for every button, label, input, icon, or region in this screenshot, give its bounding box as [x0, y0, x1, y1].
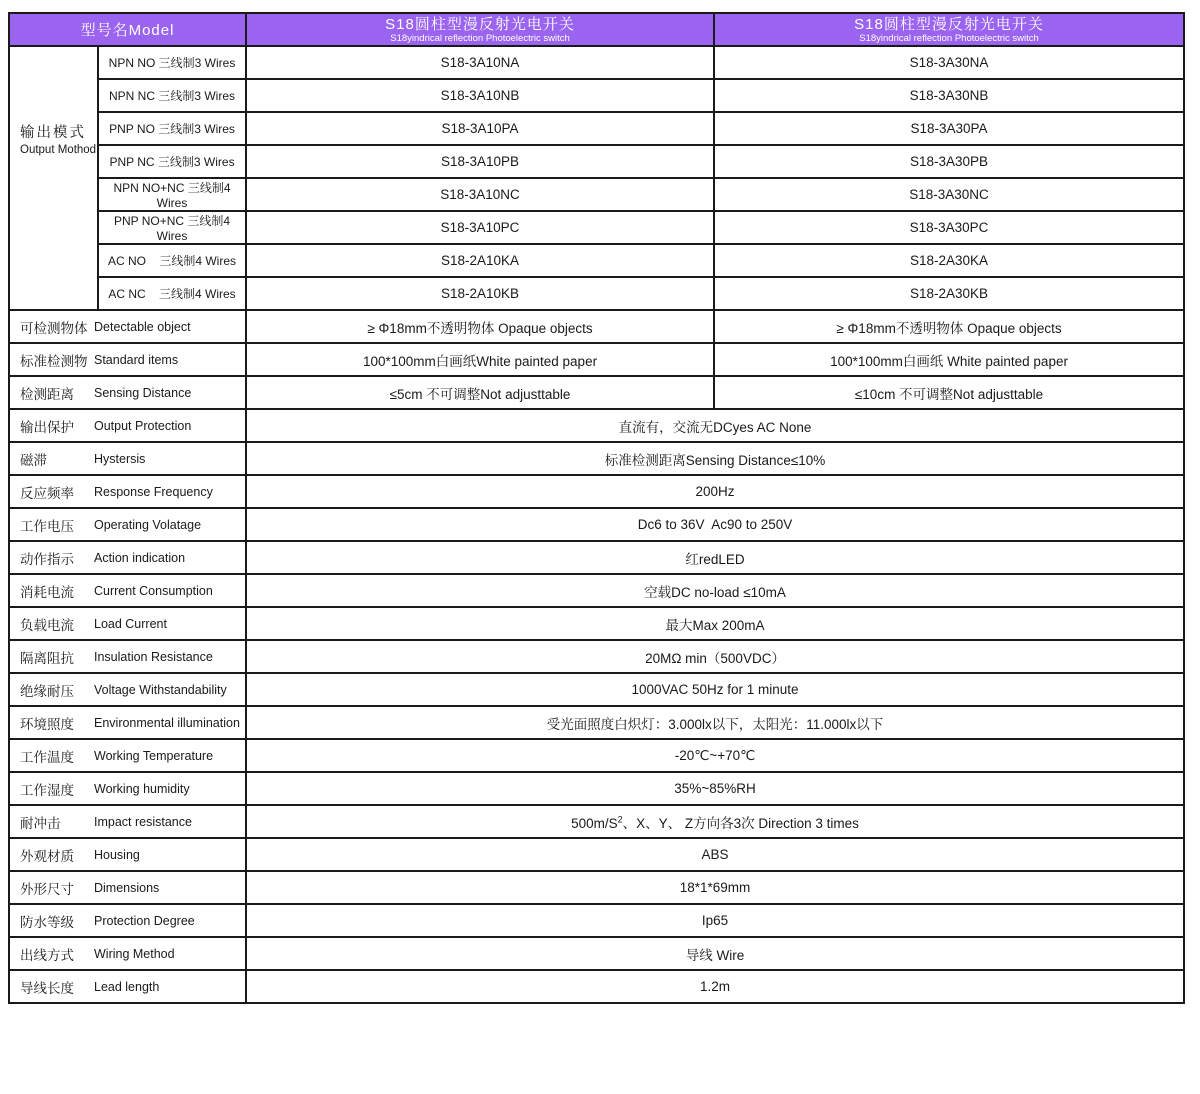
- spec-value-a: ≤5cm 不可调整Not adjusttable: [246, 376, 714, 409]
- spec-label-en: Working Temperature: [94, 748, 214, 763]
- spec-value: 标准检测距离Sensing Distance≤10%: [246, 442, 1184, 475]
- spec-row-current-consumption: [9, 574, 1184, 607]
- wire-type: PNP NO 三线制3 Wires: [98, 112, 246, 145]
- spec-label-en: Hystersis: [94, 451, 146, 466]
- model-number-b: S18-3A30NB: [714, 79, 1184, 112]
- output-mode-row: [9, 79, 1184, 112]
- model-number-b: S18-2A30KA: [714, 244, 1184, 277]
- output-mode-label-cn: 输出模式: [20, 125, 86, 141]
- spec-label-cn: 出线方式: [20, 947, 74, 963]
- model-number-b: S18-3A30PB: [714, 145, 1184, 178]
- spec-label-cell: [9, 640, 246, 673]
- spec-value: Dc6 to 36V Ac90 to 250V: [246, 508, 1184, 541]
- spec-row-impact-resistance: [9, 805, 1184, 838]
- spec-value: 红redLED: [246, 541, 1184, 574]
- spec-label-en: Response Frequency: [94, 484, 213, 499]
- model-number-a: S18-3A10PA: [246, 112, 714, 145]
- spec-label-cn: 标准检测物: [20, 353, 88, 369]
- spec-row-response-frequency: [9, 475, 1184, 508]
- spec-row-wiring-method: [9, 937, 1184, 970]
- spec-row-action-indication: [9, 541, 1184, 574]
- spec-label-cell: [9, 673, 246, 706]
- output-mode-row: [9, 178, 1184, 211]
- spec-label-cell: [9, 838, 246, 871]
- spec-label-en: Load Current: [94, 616, 167, 631]
- spec-label-cn: 导线长度: [20, 980, 74, 996]
- spec-value: 1.2m: [246, 970, 1184, 1003]
- wire-type: NPN NO+NC 三线制4 Wires: [98, 178, 246, 211]
- spec-row-detectable-object: [9, 310, 1184, 343]
- product-b-header-cell: [714, 13, 1184, 46]
- model-number-b: S18-3A30PA: [714, 112, 1184, 145]
- product-a-header-cell: [246, 13, 714, 46]
- spec-label-en: Housing: [94, 847, 140, 862]
- model-number-a: S18-3A10NC: [246, 178, 714, 211]
- spec-label-cell: [9, 871, 246, 904]
- spec-label-en: Protection Degree: [94, 913, 195, 928]
- spec-label-cn: 消耗电流: [20, 584, 74, 600]
- spec-label-en: Insulation Resistance: [94, 649, 213, 664]
- spec-row-output-protection: [9, 409, 1184, 442]
- spec-label-en: Standard items: [94, 352, 179, 367]
- spec-label-cell: [9, 904, 246, 937]
- spec-value: 200Hz: [246, 475, 1184, 508]
- wire-type: AC NO 三线制4 Wires: [98, 244, 246, 277]
- spec-label-en: Current Consumption: [94, 583, 213, 598]
- spec-label-cell: [9, 970, 246, 1003]
- spec-label-cn: 工作温度: [20, 749, 74, 765]
- spec-value: 直流有，交流无DCyes AC None: [246, 409, 1184, 442]
- spec-label-cn: 外形尺寸: [20, 881, 74, 897]
- spec-label-cell: [9, 706, 246, 739]
- spec-row-operating-voltage: [9, 508, 1184, 541]
- spec-row-environmental-illumination: [9, 706, 1184, 739]
- spec-label-en: Detectable object: [94, 319, 191, 334]
- spec-value-b: ≥ Φ18mm不透明物体 Opaque objects: [714, 310, 1184, 343]
- spec-label-cn: 反应频率: [20, 485, 74, 501]
- spec-label-cn: 磁滞: [20, 452, 47, 468]
- wire-type: NPN NO 三线制3 Wires: [98, 46, 246, 79]
- spec-label-cn: 防水等级: [20, 914, 74, 930]
- spec-label-en: Voltage Withstandability: [94, 682, 227, 697]
- output-mode-label-en: Output Mothod: [20, 144, 97, 156]
- spec-label-cell: [9, 937, 246, 970]
- spec-label-en: Operating Volatage: [94, 517, 202, 532]
- spec-value: 受光面照度白炽灯：3.000lx以下，太阳光：11.000lx以下: [246, 706, 1184, 739]
- product-b-title: S18圆柱型漫反射光电开关: [854, 15, 1044, 33]
- spec-label-cn: 隔离阻抗: [20, 650, 74, 666]
- product-a-subtitle: S18yindrical reflection Photoelectric switch: [390, 32, 570, 44]
- spec-value: 1000VAC 50Hz for 1 minute: [246, 673, 1184, 706]
- spec-value: ABS: [246, 838, 1184, 871]
- wire-type: PNP NC 三线制3 Wires: [98, 145, 246, 178]
- output-mode-row: [9, 145, 1184, 178]
- spec-row-insulation-resistance: [9, 640, 1184, 673]
- spec-label-cn: 外观材质: [20, 848, 74, 864]
- wire-type: AC NC 三线制4 Wires: [98, 277, 246, 310]
- spec-label-en: Lead length: [94, 979, 160, 994]
- spec-label-cell: [9, 607, 246, 640]
- output-mode-row: [9, 211, 1184, 244]
- model-number-b: S18-3A30NC: [714, 178, 1184, 211]
- product-a-title: S18圆柱型漫反射光电开关: [385, 15, 575, 33]
- wire-type: PNP NO+NC 三线制4 Wires: [98, 211, 246, 244]
- spec-label-cell: [9, 574, 246, 607]
- model-header-cell: [9, 13, 246, 46]
- spec-value: 20MΩ min（500VDC）: [246, 640, 1184, 673]
- spec-label-cn: 可检测物体: [20, 320, 88, 336]
- model-number-a: S18-3A10PB: [246, 145, 714, 178]
- spec-label-cn: 输出保护: [20, 419, 74, 435]
- spec-row-standard-items: [9, 343, 1184, 376]
- spec-label-cn: 动作指示: [20, 551, 74, 567]
- model-number-b: S18-3A30PC: [714, 211, 1184, 244]
- spec-row-protection-degree: [9, 904, 1184, 937]
- spec-label-cell: [9, 310, 246, 343]
- spec-row-sensing-distance: [9, 376, 1184, 409]
- spec-row-voltage-withstandability: [9, 673, 1184, 706]
- spec-label-cell: [9, 508, 246, 541]
- output-mode-row: [9, 244, 1184, 277]
- spec-value: 导线 Wire: [246, 937, 1184, 970]
- spec-label-en: Impact resistance: [94, 814, 192, 829]
- spec-value: 空载DC no-load ≤10mA: [246, 574, 1184, 607]
- spec-label-cn: 负载电流: [20, 617, 74, 633]
- spec-value-a: ≥ Φ18mm不透明物体 Opaque objects: [246, 310, 714, 343]
- output-mode-row: [9, 277, 1184, 310]
- spec-label-cn: 耐冲击: [20, 815, 61, 831]
- spec-label-cell: [9, 343, 246, 376]
- spec-value: -20℃~+70℃: [246, 739, 1184, 772]
- spec-row-housing: [9, 838, 1184, 871]
- spec-value-b: 100*100mm白画纸 White painted paper: [714, 343, 1184, 376]
- spec-label-en: Sensing Distance: [94, 385, 192, 400]
- output-mode-label-cell: [9, 46, 98, 310]
- spec-value: Ip65: [246, 904, 1184, 937]
- spec-row-hysteresis: [9, 442, 1184, 475]
- spec-label-en: Working humidity: [94, 781, 190, 796]
- spec-label-cn: 环境照度: [20, 716, 74, 732]
- impact-value-suffix: 、X、Y、 Z方向各3次 Direction 3 times: [622, 815, 859, 831]
- wire-type: NPN NC 三线制3 Wires: [98, 79, 246, 112]
- spec-label-cell: [9, 442, 246, 475]
- model-number-a: S18-2A10KA: [246, 244, 714, 277]
- impact-value-prefix: 500m/S: [571, 815, 618, 831]
- spec-label-cell: [9, 409, 246, 442]
- model-number-b: S18-3A30NA: [714, 46, 1184, 79]
- spec-label-cell: [9, 739, 246, 772]
- model-number-a: S18-2A10KB: [246, 277, 714, 310]
- spec-label-cell: [9, 541, 246, 574]
- spec-label-en: Output Protection: [94, 418, 192, 433]
- spec-table: [8, 12, 1185, 1004]
- spec-value-a: 100*100mm白画纸White painted paper: [246, 343, 714, 376]
- model-number-b: S18-2A30KB: [714, 277, 1184, 310]
- spec-value: 18*1*69mm: [246, 871, 1184, 904]
- spec-value: [246, 805, 1184, 838]
- spec-label-cell: [9, 475, 246, 508]
- spec-row-working-humidity: [9, 772, 1184, 805]
- spec-label-en: Environmental illumination: [94, 715, 240, 730]
- spec-label-cn: 绝缘耐压: [20, 683, 74, 699]
- impact-value-superscript: 2: [617, 814, 623, 824]
- model-number-a: S18-3A10NB: [246, 79, 714, 112]
- spec-value-b: ≤10cm 不可调整Not adjusttable: [714, 376, 1184, 409]
- spec-label-en: Dimensions: [94, 880, 160, 895]
- spec-label-cell: [9, 772, 246, 805]
- product-b-subtitle: S18yindrical reflection Photoelectric switch: [859, 32, 1039, 44]
- spec-label-cn: 检测距离: [20, 386, 74, 402]
- model-header-label: 型号名Model: [80, 22, 175, 39]
- output-mode-row: [9, 46, 1184, 79]
- header-row: [9, 13, 1184, 46]
- spec-row-working-temperature: [9, 739, 1184, 772]
- spec-label-cn: 工作电压: [20, 518, 74, 534]
- spec-row-load-current: [9, 607, 1184, 640]
- spec-label-cell: [9, 805, 246, 838]
- spec-value: 最大Max 200mA: [246, 607, 1184, 640]
- spec-row-dimensions: [9, 871, 1184, 904]
- output-mode-row: [9, 112, 1184, 145]
- spec-label-en: Wiring Method: [94, 946, 175, 961]
- spec-row-lead-length: [9, 970, 1184, 1003]
- spec-label-en: Action indication: [94, 550, 186, 565]
- spec-label-cell: [9, 376, 246, 409]
- spec-value: 35%~85%RH: [246, 772, 1184, 805]
- spec-label-cn: 工作湿度: [20, 782, 74, 798]
- model-number-a: S18-3A10PC: [246, 211, 714, 244]
- model-number-a: S18-3A10NA: [246, 46, 714, 79]
